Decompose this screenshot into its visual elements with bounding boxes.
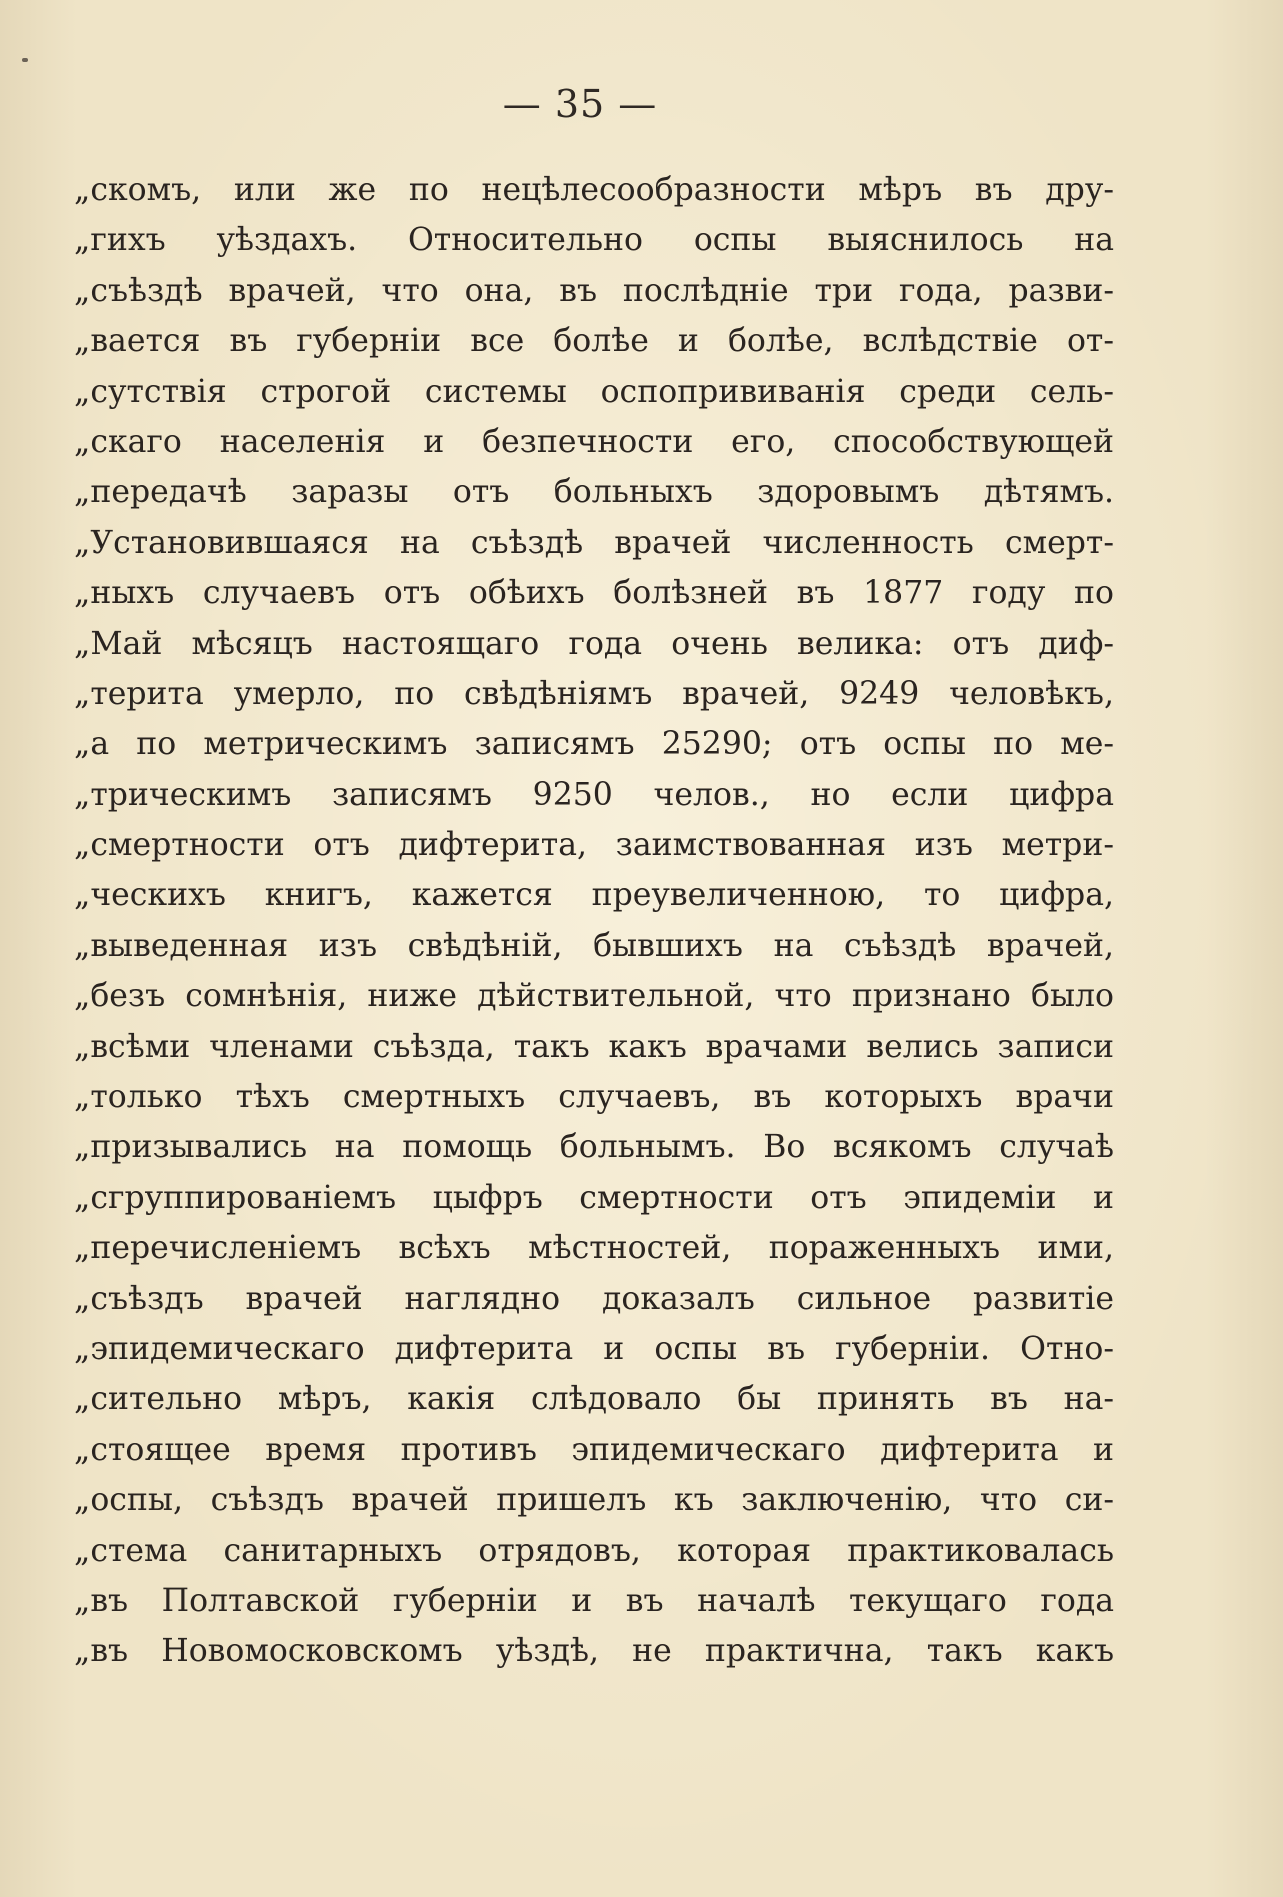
text-line: „стема санитарныхъ отрядовъ, которая практиковалась	[74, 1532, 1114, 1569]
text-line: „гихъ уѣздахъ. Относительно оспы выяснилось на	[74, 222, 1114, 259]
text-line: „стоящее время противъ эпидемическаго дифтерита и	[74, 1431, 1114, 1468]
text-line: „смертности отъ дифтерита, заимствованная изъ метри-	[74, 827, 1114, 864]
text-line: „ческихъ книгъ, кажется преувеличенною, то цифра,	[74, 877, 1114, 914]
text-line: „передачѣ заразы отъ больныхъ здоровымъ дѣтямъ.	[74, 474, 1114, 511]
text-line: „перечисленіемъ всѣхъ мѣстностей, пораженныхъ ими,	[74, 1230, 1114, 1267]
text-line: „безъ сомнѣнія, ниже дѣйствительной, что признано было	[74, 978, 1114, 1015]
text-line: „скомъ, или же по нецѣлесообразности мѣръ въ дру-	[74, 172, 1114, 208]
text-line: „эпидемическаго дифтерита и оспы въ губерніи. Отно-	[74, 1330, 1114, 1367]
text-line: „скаго населенія и безпечности его, способствующей	[74, 423, 1114, 460]
text-line: „терита умерло, по свѣдѣніямъ врачей, 9249 человѣкъ,	[74, 675, 1114, 712]
text-line: „а по метрическимъ записямъ 25290; отъ оспы по ме-	[74, 726, 1114, 763]
text-line: „Май мѣсяцъ настоящаго года очень велика: отъ диф-	[74, 625, 1114, 662]
text-line: „вается въ губерніи все болѣе и болѣе, вслѣдствіе от-	[74, 323, 1114, 360]
text-line: „сгруппированіемъ цыфръ смертности отъ эпидеміи и	[74, 1179, 1114, 1216]
body-text	[74, 165, 1114, 1677]
text-line: „съѣздѣ врачей, что она, въ послѣдніе три года, разви-	[74, 272, 1114, 309]
page-number: — 35 —	[502, 82, 658, 126]
text-line: „сутствія строгой системы оспопрививанія среди сель-	[74, 373, 1114, 410]
text-line: „всѣми членами съѣзда, такъ какъ врачами велись записи	[74, 1028, 1114, 1065]
text-line: „выведенная изъ свѣдѣній, бывшихъ на съѣздѣ врачей,	[74, 927, 1114, 964]
text-line: „только тѣхъ смертныхъ случаевъ, въ которыхъ врачи	[74, 1079, 1114, 1116]
text-line: „Установившаяся на съѣздѣ врачей численность смерт-	[74, 524, 1114, 561]
ink-speck	[22, 58, 28, 62]
text-line: „сительно мѣръ, какія слѣдовало бы принять въ на-	[74, 1381, 1114, 1418]
text-line: „въ Полтавской губерніи и въ началѣ текущаго года	[74, 1582, 1114, 1619]
text-line: „трическимъ записямъ 9250 челов., но если цифра	[74, 776, 1114, 813]
text-line: „призывались на помощь больнымъ. Во всякомъ случаѣ	[74, 1129, 1114, 1166]
text-line: „съѣздъ врачей наглядно доказалъ сильное развитіе	[74, 1280, 1114, 1317]
text-line: „оспы, съѣздъ врачей пришелъ къ заключенію, что си-	[74, 1482, 1114, 1519]
text-line: „ныхъ случаевъ отъ обѣихъ болѣзней въ 1877 году по	[74, 575, 1114, 612]
text-line: „въ Новомосковскомъ уѣздѣ, не практична, такъ какъ	[74, 1633, 1114, 1670]
